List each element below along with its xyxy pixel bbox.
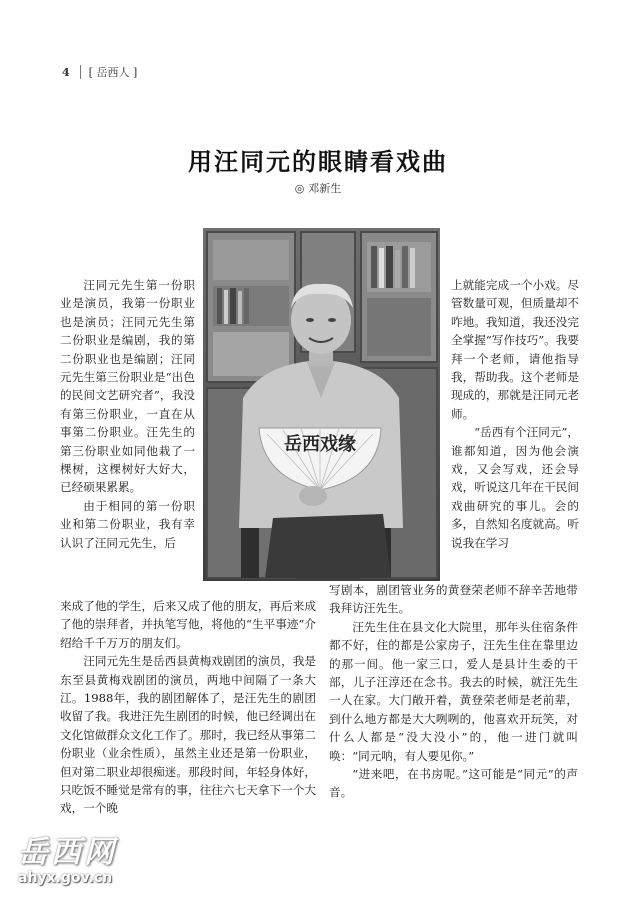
author-name: 邓新生 — [308, 182, 342, 195]
paragraph: 汪同元先生第一份职业是演员，我第一份职业也是演员；汪同元先生第二份职业是编剧，我的第二份职业也是编剧；汪同元先生第三份职业是“出色的民间文艺研究者”，我没有第三份职业，一直在从事第二份职业。汪先生的第三份职业如同他栽了一棵树，这棵树好大好大，已经硕果累累。 — [60, 278, 195, 495]
text-column-left-top — [60, 276, 195, 552]
text-column-right-bottom — [329, 581, 578, 802]
fan-calligraphy: 岳西戏缘 — [284, 434, 356, 455]
portrait-photo — [203, 228, 440, 581]
text-column-right-top — [451, 276, 579, 552]
page-number: 4 — [62, 65, 70, 79]
article-title: 用汪同元的眼睛看戏曲 — [188, 147, 448, 176]
paragraph: 来成了他的学生，后来又成了他的朋友，再后来成了他的崇拜者，并执笔写他，将他的“生平事迹”介绍给千千万万的朋友们。 — [60, 599, 316, 650]
site-watermark — [18, 836, 168, 886]
paragraph: “进来吧，在书房呢。”这可能是“同元”的声音。 — [329, 767, 578, 800]
paragraph: 写剧本，剧团管业务的黄登荣老师不辞辛苦地带我拜访汪先生。 — [329, 583, 578, 616]
paragraph: 上就能完成一个小戏。尽管数量可观，但质量却不咋地。我知道，我还没完全掌握“写作技巧”。我要拜一个老师，请他指导我，帮助我。这个老师是现成的，那就是汪同元老师。 — [451, 278, 579, 421]
watermark-brand: 岳西网 — [18, 835, 117, 870]
running-header — [62, 64, 137, 80]
paragraph: 汪同元先生是岳西县黄梅戏剧团的演员，我是东至县黄梅戏剧团的演员，两地中间隔了一条大江。1988年，我的剧团解体了，是汪先生的剧团收留了我。我进汪先生剧团的时候，他已经调出在文化馆做群众文化工作了。那时，我已经从事第二份职业（业余性质），虽然主业还是第一份职业，但对第二职业却很痴迷。那段时间，年轻身体好，只吃饭不睡觉是常有的事，往往六七天拿下一个大戏，一个晚 — [60, 654, 316, 816]
portrait-illustration — [203, 228, 440, 581]
header-divider — [80, 65, 81, 79]
watermark-url: ahyx.gov.cn — [18, 870, 113, 886]
author-marker-icon: ◎ — [294, 182, 305, 195]
paragraph: 由于相同的第一份职业和第二份职业，我有幸认识了汪同元先生，后 — [60, 498, 195, 550]
section-label: [ 岳西人 ] — [88, 66, 138, 79]
author-line — [0, 180, 636, 196]
paragraph: 汪先生住在县文化大院里，那年头住宿条件都不好，住的都是公家房子，汪先生住在靠里边的那一间。他一家三口，爱人是县计生委的干部，儿子汪淳还在念书。我去的时候，就汪先生一人在家。大门敞开着，黄登荣老师是老前辈，到什么地方都是大大咧咧的，他喜欢开玩笑，对什么人都是“没大没小”的，他一进门就叫唤：“同元呐，有人要见你。” — [329, 619, 578, 763]
text-column-left-bottom — [60, 597, 316, 818]
paragraph: “岳西有个汪同元”，谁都知道，因为他会演戏，又会写戏，还会导戏，听说这几年在干民间戏曲研究的事儿。会的多，自然知名度就高。听说我在学习 — [451, 425, 579, 550]
